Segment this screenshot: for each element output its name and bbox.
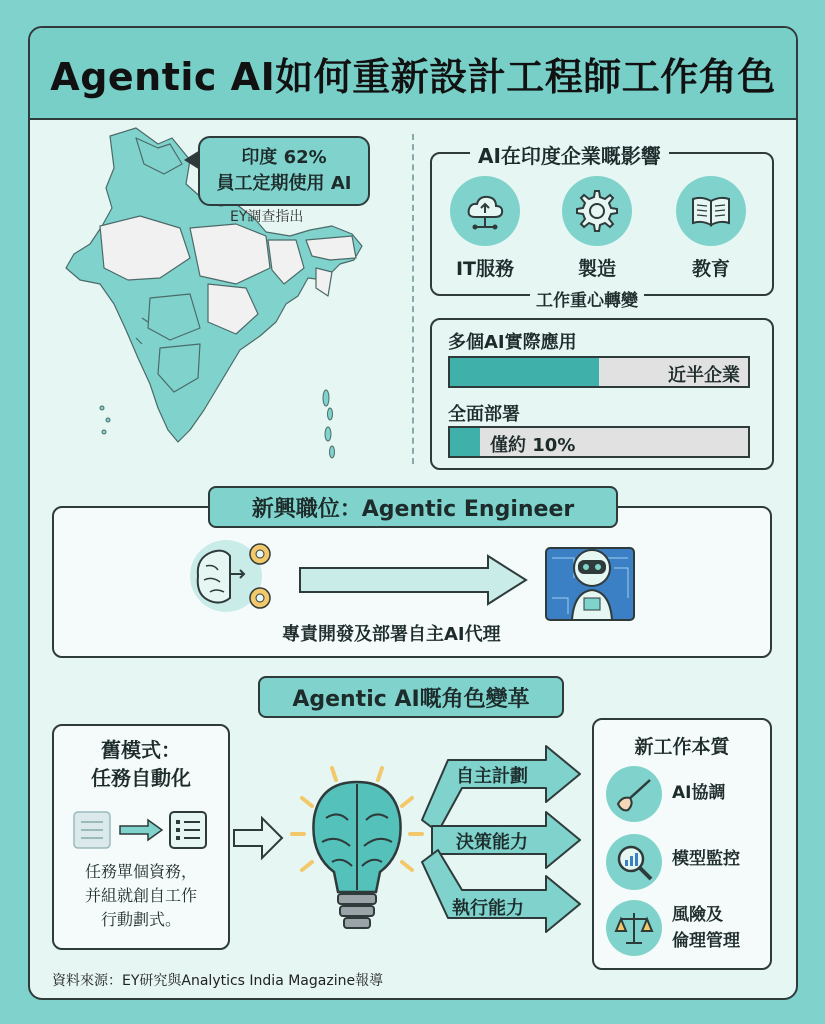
sector-label-manufacturing: 製造	[577, 258, 616, 280]
stat-bar-full	[448, 426, 750, 458]
sector-label-education: 教育	[691, 258, 730, 280]
new-item-model-monitoring: 模型監控	[672, 849, 740, 869]
usage-callout-line2: 員工定期使用 AI	[216, 173, 352, 194]
capability-planning: 自主計劃	[456, 766, 528, 787]
sector-label-it: IT服務	[455, 258, 515, 280]
role-caption: 專責開發及部署自主AI代理	[282, 624, 501, 645]
conductor-baton-icon	[606, 766, 662, 822]
source-note: 資料來源：EY研究與Analytics India Magazine報導	[52, 973, 384, 989]
book-icon	[676, 176, 746, 246]
stat-bar-multi	[448, 356, 750, 388]
cloud-network-icon	[450, 176, 520, 246]
stat-label-multi: 多個AI實際應用	[448, 332, 577, 353]
old-mode-desc-line1: 任務單個資務，	[84, 862, 197, 881]
old-mode-desc-line3: 行動劃式。	[100, 910, 181, 929]
brain-bulb-icon	[282, 758, 432, 952]
gear-icon	[562, 176, 632, 246]
new-item-ai-coordination: AI協調	[672, 783, 726, 803]
brain-gears-icon	[186, 536, 286, 620]
capability-execution: 執行能力	[452, 898, 524, 919]
robot-agent-icon	[544, 538, 640, 628]
new-item-risk-ethics-line1: 風險及	[672, 905, 723, 925]
capability-decision: 決策能力	[456, 832, 528, 853]
new-item-risk-ethics	[672, 902, 740, 954]
divider	[412, 134, 414, 464]
old-mode-title-line1: 舊模式：	[101, 738, 181, 762]
impact-title: AI在印度企業嘅影響	[470, 140, 669, 169]
transform-title: Agentic AI嘅角色變革	[258, 676, 564, 718]
task-list-icon	[72, 808, 212, 856]
new-item-risk-ethics-line2: 倫理管理	[672, 931, 740, 951]
stat-bar-multi-fill	[450, 358, 599, 386]
old-mode-description	[52, 860, 230, 932]
old-mode-title	[52, 736, 230, 792]
new-mode-title: 新工作本質	[634, 736, 730, 758]
usage-callout	[198, 136, 370, 206]
stat-value-full: 僅約 10%	[490, 435, 576, 456]
stat-label-full: 全面部署	[448, 404, 520, 425]
old-to-brain-arrow-icon	[232, 812, 284, 864]
role-arrow-icon	[298, 552, 530, 608]
impact-subtitle: 工作重心轉變	[530, 286, 644, 311]
magnifier-chart-icon	[606, 834, 662, 890]
survey-note: EY調查指出	[230, 209, 304, 225]
old-mode-desc-line2: 并組就創自工作	[84, 886, 197, 905]
page-title: Agentic AI如何重新設計工程師工作角色	[50, 54, 776, 99]
stat-value-multi: 近半企業	[668, 365, 740, 386]
title-bar	[30, 28, 796, 120]
stat-bar-full-fill	[450, 428, 480, 456]
role-title: 新興職位：Agentic Engineer	[208, 486, 618, 528]
scales-icon	[606, 900, 662, 956]
usage-callout-line1: 印度 62%	[241, 147, 327, 168]
old-mode-title-line2: 任務自動化	[91, 766, 191, 790]
